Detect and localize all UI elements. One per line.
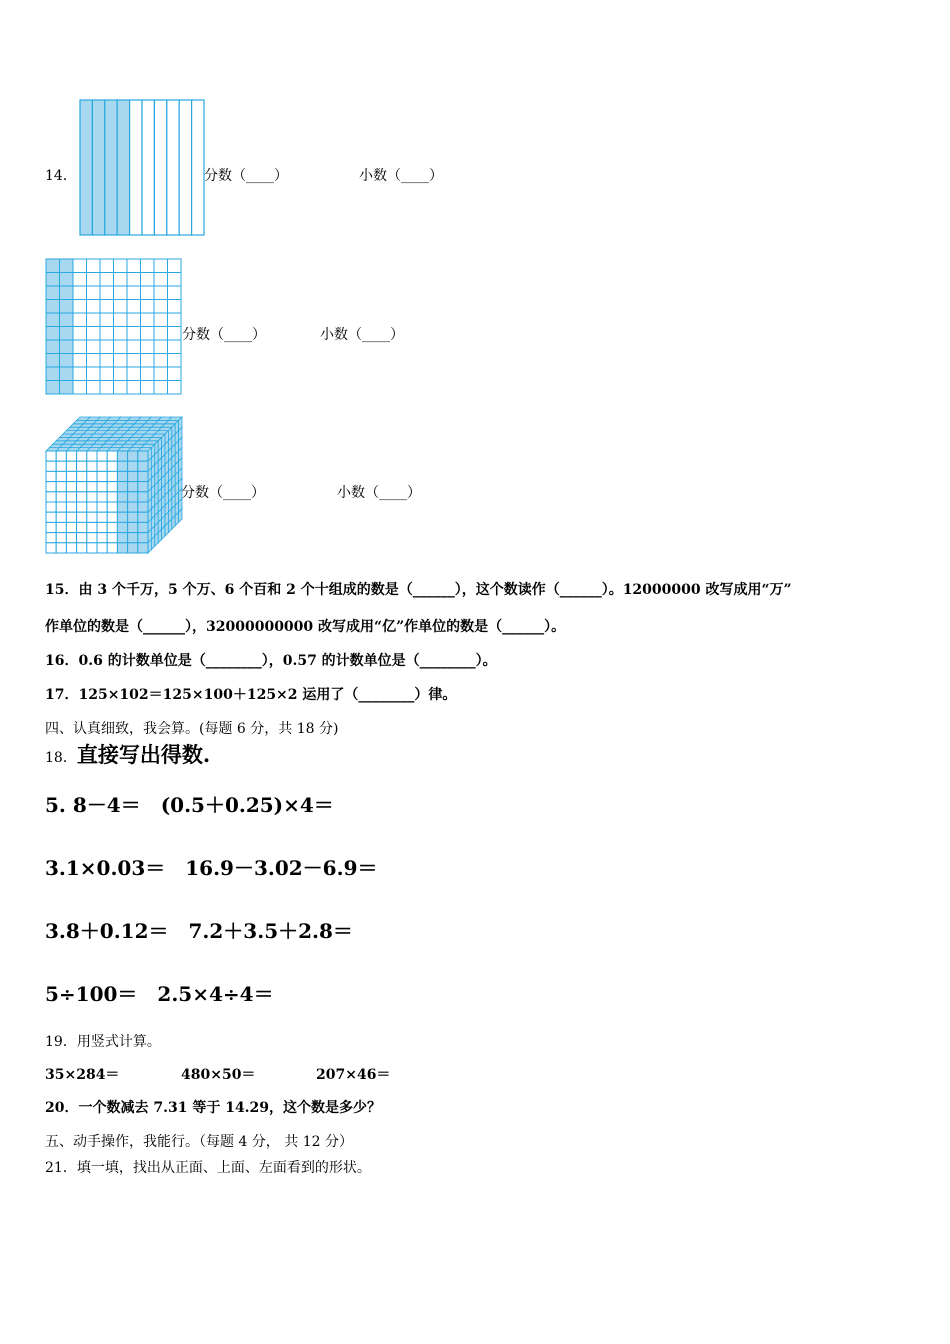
strip-cell (179, 100, 191, 235)
grid-cell (168, 273, 182, 287)
grid-cell (46, 259, 60, 273)
grid-cell (87, 273, 101, 287)
cube-front-cell (138, 492, 148, 502)
grid-cell (87, 300, 101, 314)
grid-cell (87, 381, 101, 395)
grid-cell (60, 300, 74, 314)
q19-item-1: 35×284＝ (45, 1067, 120, 1083)
cube-front-cell (56, 502, 66, 512)
cube-front-cell (66, 451, 76, 461)
grid-cell (141, 313, 155, 327)
grid-cell (114, 354, 128, 368)
cube-front-cell (117, 471, 127, 481)
section-4-heading: 四、认真细致，我会算。(每题 6 分，共 18 分) (45, 721, 339, 737)
grid-cell (168, 354, 182, 368)
cube-front-cell (107, 471, 117, 481)
grid-cell (114, 313, 128, 327)
cube-front-cell (138, 502, 148, 512)
cube-front-cell (97, 471, 107, 481)
grid-cell (100, 367, 114, 381)
cube-front-cell (77, 512, 87, 522)
grid-cell (168, 367, 182, 381)
cube-front-cell (87, 482, 97, 492)
grid-cell (100, 286, 114, 300)
cube-front-cell (128, 461, 138, 471)
cube-front-cell (56, 451, 66, 461)
grid-cell (100, 354, 114, 368)
q14-fraction-blank-1[interactable]: 分数（____） (204, 168, 288, 184)
q19-item-3: 207×46＝ (316, 1067, 391, 1083)
grid-cell (141, 286, 155, 300)
cube-front-cell (46, 512, 56, 522)
calc-row-4 (45, 978, 294, 1007)
cube-front-cell (46, 461, 56, 471)
strip-cell (130, 100, 142, 235)
cube-front-cell (77, 451, 87, 461)
grid-cell (100, 313, 114, 327)
grid-cell (127, 286, 141, 300)
cube-front-cell (128, 522, 138, 532)
cube-front-cell (46, 471, 56, 481)
calc-item: 7.2＋3.5＋2.8＝ (188, 919, 353, 943)
calc-item: 5÷100＝ (45, 982, 138, 1006)
cube-front-cell (128, 533, 138, 543)
strip-cell (154, 100, 166, 235)
cube-front-cell (66, 482, 76, 492)
grid-cell (73, 340, 87, 354)
q14-decimal-blank-3[interactable]: 小数（____） (337, 485, 421, 501)
cube-front-cell (87, 461, 97, 471)
cube-front-cell (138, 482, 148, 492)
cube-front-cell (66, 533, 76, 543)
grid-cell (168, 300, 182, 314)
grid-cell (114, 340, 128, 354)
cube-front-cell (87, 502, 97, 512)
cube-front-cell (87, 522, 97, 532)
cube-front-cell (87, 543, 97, 553)
strip-cell (105, 100, 117, 235)
cube-front-cell (107, 482, 117, 492)
grid-cell (154, 381, 168, 395)
grid-cell (87, 354, 101, 368)
cube-front-cell (128, 492, 138, 502)
grid-cell (60, 286, 74, 300)
cube-front-cell (46, 482, 56, 492)
grid-cell (100, 381, 114, 395)
cube-front-cell (117, 492, 127, 502)
cube-front-cell (77, 533, 87, 543)
grid-cell (141, 259, 155, 273)
strip-cell (117, 100, 129, 235)
cube-front-cell (46, 522, 56, 532)
cube-front-cell (87, 471, 97, 481)
grid-cell (73, 300, 87, 314)
cube-front-cell (56, 471, 66, 481)
cube-front-cell (97, 461, 107, 471)
cube-front-cell (46, 451, 56, 461)
grid-cell (127, 381, 141, 395)
grid-cell (154, 273, 168, 287)
grid-cell (114, 327, 128, 341)
grid-cell (87, 340, 101, 354)
grid-cell (114, 381, 128, 395)
cube-front-cell (128, 502, 138, 512)
cube-front-cell (66, 492, 76, 502)
cube-front-cell (138, 471, 148, 481)
cube-front-cell (87, 512, 97, 522)
cube-front-cell (117, 543, 127, 553)
strip-cell (167, 100, 179, 235)
cube-front-cell (77, 482, 87, 492)
grid-cell (60, 340, 74, 354)
grid-cell (100, 259, 114, 273)
cube-front-cell (56, 543, 66, 553)
grid-cell (114, 367, 128, 381)
grid-cell (127, 367, 141, 381)
strip-cell (80, 100, 92, 235)
cube-front-cell (46, 533, 56, 543)
grid-cell (46, 367, 60, 381)
cube-front-cell (87, 492, 97, 502)
hundred-grid-figure (45, 258, 182, 395)
cube-front-cell (77, 461, 87, 471)
grid-cell (73, 327, 87, 341)
cube-front-cell (97, 482, 107, 492)
q21-text: 21．填一填，找出从正面、上面、左面看到的形状。 (45, 1160, 371, 1176)
cube-front-cell (97, 492, 107, 502)
grid-cell (73, 313, 87, 327)
grid-cell (141, 273, 155, 287)
cube-front-cell (107, 533, 117, 543)
cube-front-cell (56, 482, 66, 492)
cube-front-cell (56, 533, 66, 543)
q14-decimal-blank-1[interactable]: 小数（____） (359, 168, 443, 184)
cube-front-cell (107, 543, 117, 553)
grid-cell (127, 273, 141, 287)
grid-cell (46, 286, 60, 300)
q14-fraction-blank-3[interactable]: 分数（____） (181, 485, 265, 501)
cube-front-cell (117, 533, 127, 543)
cube-front-cell (128, 482, 138, 492)
q14-fraction-blank-2[interactable]: 分数（____） (182, 327, 266, 343)
grid-cell (46, 354, 60, 368)
cube-front-cell (107, 522, 117, 532)
calc-item: 2.5×4÷4＝ (157, 982, 274, 1006)
cube-front-cell (56, 522, 66, 532)
q16-text: 16．0.6 的计数单位是（________），0.57 的计数单位是（________）。 (45, 653, 497, 669)
cube-front-cell (97, 543, 107, 553)
grid-cell (154, 300, 168, 314)
grid-cell (87, 367, 101, 381)
cube-front-cell (97, 502, 107, 512)
grid-cell (60, 259, 74, 273)
grid-cell (73, 354, 87, 368)
cube-front-cell (66, 502, 76, 512)
cube-front-cell (128, 512, 138, 522)
grid-cell (127, 259, 141, 273)
grid-cell (60, 354, 74, 368)
cube-front-cell (138, 512, 148, 522)
grid-cell (141, 300, 155, 314)
grid-cell (168, 313, 182, 327)
thousand-cube-figure (45, 415, 185, 555)
q18-number: 18． (45, 750, 77, 766)
q18-title: 直接写出得数. (76, 742, 211, 767)
grid-cell (168, 327, 182, 341)
cube-front-cell (97, 512, 107, 522)
cube-front-cell (77, 492, 87, 502)
strip-cell (142, 100, 154, 235)
grid-cell (168, 259, 182, 273)
calc-row-3 (45, 915, 373, 944)
cube-front-cell (46, 502, 56, 512)
q19-title: 19．用竖式计算。 (45, 1034, 161, 1050)
cube-front-cell (117, 512, 127, 522)
grid-cell (87, 313, 101, 327)
calc-row-1 (45, 789, 354, 818)
grid-cell (168, 286, 182, 300)
cube-front-cell (46, 543, 56, 553)
cube-front-cell (66, 543, 76, 553)
cube-front-cell (66, 522, 76, 532)
grid-cell (73, 259, 87, 273)
calc-item: 16.9－3.02－6.9＝ (185, 856, 378, 880)
q18-header (45, 739, 210, 769)
grid-cell (60, 367, 74, 381)
grid-cell (46, 327, 60, 341)
calc-item: 5. 8－4＝ (45, 793, 141, 817)
cube-front-cell (87, 451, 97, 461)
cube-front-cell (138, 522, 148, 532)
q15-line1: 15．由 3 个千万，5 个万、6 个百和 2 个十组成的数是（______），这个数读作（______）。12000000 改写成用“万” (45, 582, 792, 598)
grid-cell (100, 273, 114, 287)
grid-cell (154, 286, 168, 300)
strip-cell (192, 100, 204, 235)
cube-front-cell (107, 512, 117, 522)
cube-front-cell (128, 471, 138, 481)
calc-item: 3.1×0.03＝ (45, 856, 166, 880)
q14-number: 14． (45, 168, 77, 184)
grid-cell (87, 327, 101, 341)
grid-cell (60, 273, 74, 287)
grid-cell (141, 367, 155, 381)
q20-text: 20．一个数减去 7.31 等于 14.29，这个数是多少？ (45, 1100, 382, 1116)
grid-cell (100, 327, 114, 341)
cube-front-cell (77, 471, 87, 481)
grid-cell (114, 259, 128, 273)
cube-front-cell (117, 451, 127, 461)
grid-cell (46, 300, 60, 314)
cube-front-cell (97, 533, 107, 543)
grid-cell (114, 300, 128, 314)
grid-cell (168, 340, 182, 354)
grid-cell (154, 354, 168, 368)
q17-text: 17．125×102＝125×100＋125×2 运用了（________）律。 (45, 687, 457, 703)
grid-cell (100, 340, 114, 354)
cube-front-cell (56, 512, 66, 522)
cube-front-cell (107, 502, 117, 512)
section-5-heading: 五、动手操作，我能行。（每题 4 分， 共 12 分） (45, 1134, 353, 1150)
grid-cell (46, 340, 60, 354)
grid-cell (127, 300, 141, 314)
cube-front-cell (66, 512, 76, 522)
grid-cell (100, 300, 114, 314)
grid-cell (154, 327, 168, 341)
cube-front-cell (87, 533, 97, 543)
grid-cell (114, 286, 128, 300)
cube-front-cell (66, 461, 76, 471)
grid-cell (87, 286, 101, 300)
calc-item: (0.5＋0.25)×4＝ (160, 793, 334, 817)
strip-cell (92, 100, 104, 235)
grid-cell (154, 313, 168, 327)
grid-cell (127, 313, 141, 327)
cube-front-cell (77, 522, 87, 532)
calc-row-2 (45, 852, 397, 881)
q15-line2: 作单位的数是（______），32000000000 改写成用“亿”作单位的数是（______）。 (45, 619, 566, 635)
grid-cell (87, 259, 101, 273)
cube-front-cell (128, 543, 138, 553)
grid-cell (168, 381, 182, 395)
cube-front-cell (107, 461, 117, 471)
grid-cell (141, 340, 155, 354)
grid-cell (46, 381, 60, 395)
grid-cell (127, 340, 141, 354)
grid-cell (60, 381, 74, 395)
cube-front-cell (77, 543, 87, 553)
grid-cell (46, 313, 60, 327)
cube-front-cell (117, 502, 127, 512)
grid-cell (127, 354, 141, 368)
cube-front-cell (46, 492, 56, 502)
grid-cell (46, 273, 60, 287)
grid-cell (60, 313, 74, 327)
cube-front-cell (97, 451, 107, 461)
grid-cell (141, 327, 155, 341)
grid-cell (154, 367, 168, 381)
cube-front-cell (138, 451, 148, 461)
cube-front-cell (107, 451, 117, 461)
cube-front-cell (107, 492, 117, 502)
grid-cell (141, 354, 155, 368)
cube-front-cell (117, 522, 127, 532)
grid-cell (73, 367, 87, 381)
q19-item-2: 480×50＝ (181, 1067, 256, 1083)
cube-front-cell (117, 482, 127, 492)
grid-cell (114, 273, 128, 287)
cube-front-cell (138, 533, 148, 543)
cube-front-cell (97, 522, 107, 532)
grid-cell (127, 327, 141, 341)
cube-front-cell (77, 502, 87, 512)
cube-front-cell (138, 461, 148, 471)
grid-cell (73, 286, 87, 300)
cube-front-cell (56, 461, 66, 471)
strip-grid-figure (79, 99, 205, 236)
grid-cell (154, 340, 168, 354)
grid-cell (60, 327, 74, 341)
cube-front-cell (66, 471, 76, 481)
cube-front-cell (56, 492, 66, 502)
grid-cell (73, 273, 87, 287)
grid-cell (73, 381, 87, 395)
calc-item: 3.8＋0.12＝ (45, 919, 169, 943)
cube-front-cell (138, 543, 148, 553)
grid-cell (141, 381, 155, 395)
grid-cell (154, 259, 168, 273)
cube-front-cell (128, 451, 138, 461)
q14-decimal-blank-2[interactable]: 小数（____） (320, 327, 404, 343)
cube-front-cell (117, 461, 127, 471)
